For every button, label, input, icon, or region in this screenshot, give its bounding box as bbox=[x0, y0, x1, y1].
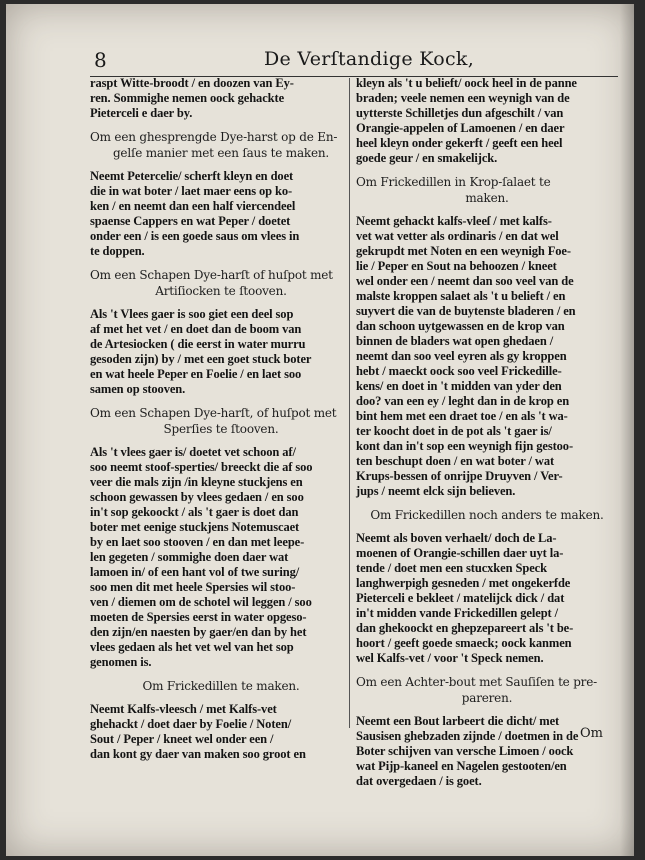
recipe-body bbox=[356, 714, 618, 789]
spacer bbox=[90, 694, 352, 702]
recipe-heading-line: Om een ghesprengde Dye-harst op de En- bbox=[90, 130, 338, 144]
body-line: Orangie-appelen of Lamoenen / en daer bbox=[356, 121, 565, 135]
page-number: 8 bbox=[94, 48, 107, 72]
body-line: in't sop gekoockt / als 't gaer is doet dan bbox=[90, 505, 299, 519]
spacer bbox=[90, 397, 352, 405]
recipe-heading-line: gelſe manier met een ſaus te maken. bbox=[112, 146, 330, 160]
spacer bbox=[90, 437, 352, 445]
recipe-heading-line: Om een Achter-bout met Sauſiſen te pre- bbox=[356, 675, 597, 689]
body-line: doo? van een ey / leght dan in de krop en bbox=[356, 394, 570, 408]
body-line: dan ghekoockt en ghepzepareert als 't be- bbox=[356, 621, 574, 635]
recipe-heading-line: Om Frickedillen in Krop-ſalaet te bbox=[356, 175, 551, 189]
body-line: Krups-bessen of onrijpe Druyven / Ver- bbox=[356, 469, 563, 483]
spacer bbox=[356, 206, 618, 214]
body-line: genomen is. bbox=[90, 655, 152, 669]
body-line: schoon gewassen by vlees gedaen / en soo bbox=[90, 490, 304, 504]
body-line: wel onder een / neemt dan soo veel van de bbox=[356, 274, 574, 288]
recipe-body bbox=[356, 531, 618, 666]
body-line: kleyn als 't u belieft/ oock heel in de panne bbox=[356, 76, 577, 90]
body-line: boter met eenige stuckjens Notemuscaet bbox=[90, 520, 300, 534]
right-column bbox=[356, 76, 618, 789]
recipe-heading bbox=[356, 507, 618, 523]
recipe-heading-line: Om een Schapen Dye-harſt, of huſpot met bbox=[90, 406, 337, 420]
body-line: suyvert die van de buytenste bladeren / en bbox=[356, 304, 576, 318]
body-line: samen op stooven. bbox=[90, 382, 186, 396]
body-line: uytterste Schilletjes dun afgeschilt / van bbox=[356, 106, 564, 120]
catchword: Om bbox=[580, 726, 603, 741]
body-line: malste kroppen salaet als 't u belieft / en bbox=[356, 289, 566, 303]
spacer bbox=[356, 706, 618, 714]
body-line: Boter schijven van versche Limoen / oock bbox=[356, 744, 574, 758]
body-line: Pieterceli e bekleet / matelijck dick / dat bbox=[356, 591, 565, 605]
body-line: in't midden vande Frickedillen gelept / bbox=[356, 606, 559, 620]
spacer bbox=[356, 666, 618, 674]
spacer bbox=[90, 259, 352, 267]
body-line: len gegeten / sommighe doen daer wat bbox=[90, 550, 289, 564]
body-line: Als 't vlees gaer is/ doetet vet schoon af/ bbox=[90, 445, 296, 459]
body-line: ghehackt / doet daer by Foelie / Noten/ bbox=[90, 717, 292, 731]
body-line: den zijn/en naesten by gaer/en dan by het bbox=[90, 625, 307, 639]
recipe-heading bbox=[90, 678, 352, 694]
body-line: af met het vet / en doet dan de boom van bbox=[90, 322, 302, 336]
body-line: by en laet soo stooven / en dan met leepe- bbox=[90, 535, 305, 549]
book-page bbox=[6, 4, 634, 856]
body-line: neemt dan soo veel eyren als gy kroppen bbox=[356, 349, 567, 363]
recipe-heading-line: pareren. bbox=[461, 691, 513, 705]
body-line: dan kont gy daer van maken soo groot en bbox=[90, 747, 306, 761]
body-line: gekrupdt met Noten en een weynigh Foe- bbox=[356, 244, 571, 258]
body-line: ten beschupt doen / en wat boter / wat bbox=[356, 454, 555, 468]
recipe-heading-line: Om Frickedillen te maken. bbox=[142, 679, 300, 693]
body-line: veer die mals zijn /in kleyne stuckjens en bbox=[90, 475, 303, 489]
body-line: Neemt als boven verhaelt/ doch de La- bbox=[356, 531, 557, 545]
body-line: hoort / geeft goede smaeck; oock kanmen bbox=[356, 636, 572, 650]
recipe-heading-line: maken. bbox=[465, 191, 509, 205]
body-line: binnen de bladers wat open ghedaen / bbox=[356, 334, 554, 348]
recipe-heading-line: Om een Schapen Dye-harſt of huſpot met bbox=[90, 268, 333, 282]
spacer bbox=[90, 670, 352, 678]
recipe-body bbox=[90, 445, 352, 670]
body-line: moenen of Orangie-schillen daer uyt la- bbox=[356, 546, 564, 560]
page-header bbox=[94, 48, 614, 76]
body-line: Neemt Petercelie/ scherft kleyn en doet bbox=[90, 169, 294, 183]
recipe-heading bbox=[90, 267, 352, 299]
body-line: vet wat vetter als ordinaris / en dat wel bbox=[356, 229, 559, 243]
recipe-body bbox=[90, 307, 352, 397]
body-line: jups / neemt elck sijn believen. bbox=[356, 484, 516, 498]
body-line: Neemt Kalfs-vleesch / met Kalfs-vet bbox=[90, 702, 277, 716]
body-line: soo men dit met heele Spersies wil stoo- bbox=[90, 580, 296, 594]
body-line: wel Kalfs-vet / voor 't Speck nemen. bbox=[356, 651, 544, 665]
spacer bbox=[90, 161, 352, 169]
body-line: spaense Cappers en wat Peper / doetet bbox=[90, 214, 291, 228]
body-line: ken / en neemt dan een half viercendeel bbox=[90, 199, 296, 213]
body-line: heel kleyn onder gekerft / geeft een heel bbox=[356, 136, 563, 150]
body-line: Als 't Vlees gaer is soo giet een deel sop bbox=[90, 307, 294, 321]
body-line: vlees gedaen als het vet wel van het sop bbox=[90, 640, 294, 654]
body-line: onder een / is een goede saus om vlees in bbox=[90, 229, 300, 243]
recipe-heading-line: Sperſies te ſtooven. bbox=[163, 422, 279, 436]
recipe-heading-line: Om Frickedillen noch anders te maken. bbox=[370, 508, 604, 522]
body-line: langhwerpigh gesneden / met ongekerfde bbox=[356, 576, 571, 590]
recipe-body bbox=[356, 214, 618, 499]
body-line: en wat heele Peper en Foelie / en laet soo bbox=[90, 367, 302, 381]
body-line: wat Pijp-kaneel en Nagelen gestooten/en bbox=[356, 759, 567, 773]
recipe-heading-line: Artiſiocken te ſtooven. bbox=[155, 284, 287, 298]
spacer bbox=[90, 121, 352, 129]
recipe-body bbox=[90, 702, 352, 762]
body-line: Pieterceli e daer by. bbox=[90, 106, 193, 120]
body-line: bint hem met een draet toe / en als 't wa- bbox=[356, 409, 568, 423]
recipe-heading bbox=[90, 129, 352, 161]
body-line: dan schoon uytgewassen en de krop van bbox=[356, 319, 565, 333]
body-line: ren. Sommighe nemen oock gehackte bbox=[90, 91, 285, 105]
body-line: de Artesiocken ( die eerst in water murru bbox=[90, 337, 306, 351]
body-line: dat overgedaen / is goet. bbox=[356, 774, 482, 788]
running-title: De Verſtandige Kock, bbox=[264, 48, 475, 70]
body-line: lie / Peper en Sout na behoozen / kneet bbox=[356, 259, 557, 273]
spacer bbox=[356, 166, 618, 174]
body-line: Neemt gehackt kalfs-vleeſ / met kalfs- bbox=[356, 214, 552, 228]
body-line: raspt Witte-broodt / en doozen van Ey- bbox=[90, 76, 294, 90]
body-line: braden; veele nemen een weynigh van de bbox=[356, 91, 570, 105]
spacer bbox=[356, 523, 618, 531]
body-line: kont dan in't sop een weynigh fijn gestoo- bbox=[356, 439, 574, 453]
body-line: goede geur / en smakelijck. bbox=[356, 151, 498, 165]
body-line: kens/ en doet in 't midden van yder den bbox=[356, 379, 562, 393]
body-line: tende / doet men een stucxken Speck bbox=[356, 561, 547, 575]
left-column bbox=[90, 76, 352, 762]
body-line: soo neemt stoof-sperties/ breeckt die af soo bbox=[90, 460, 313, 474]
body-line: lamoen in/ of een hant vol of twe suring/ bbox=[90, 565, 300, 579]
body-line: gesoden zijn) by / met een goet stuck boter bbox=[90, 352, 312, 366]
recipe-body bbox=[90, 169, 352, 259]
body-line: moeten de Spersies eerst in water opgeso- bbox=[90, 610, 307, 624]
spacer bbox=[90, 299, 352, 307]
spacer bbox=[356, 499, 618, 507]
body-line: ter koocht doet in de pot als 't gaer is/ bbox=[356, 424, 552, 438]
body-line: Sausisen ghebzaden zijnde / doetmen in de bbox=[356, 729, 579, 743]
body-line: Sout / Peper / kneet wel onder een / bbox=[90, 732, 274, 746]
body-line: te doppen. bbox=[90, 244, 145, 258]
body-line: hebt / maeckt oock soo veel Frickedille- bbox=[356, 364, 562, 378]
body-line: ven / diemen om de schotel wil leggen / soo bbox=[90, 595, 312, 609]
body-line: die in wat boter / laet maer eens op ko- bbox=[90, 184, 293, 198]
recipe-heading bbox=[356, 174, 618, 206]
recipe-heading bbox=[356, 674, 618, 706]
recipe-heading bbox=[90, 405, 352, 437]
body-line: Neemt een Bout larbeert die dicht/ met bbox=[356, 714, 560, 728]
